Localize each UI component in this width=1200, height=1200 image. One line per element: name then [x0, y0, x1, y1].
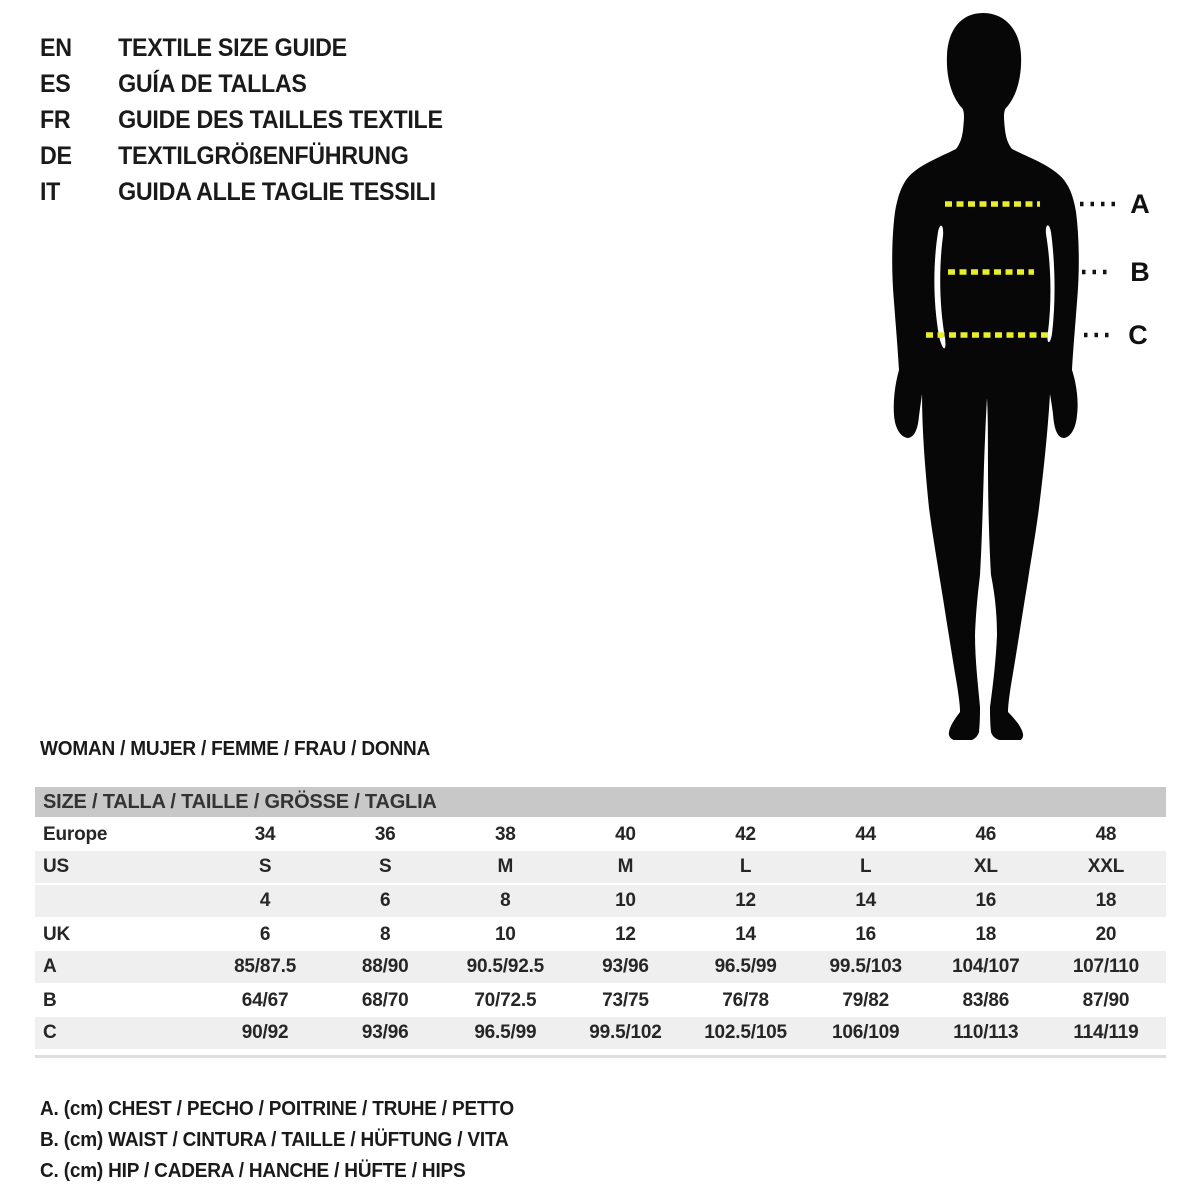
language-row: [40, 138, 443, 174]
table-cell: 106/109: [806, 1017, 926, 1050]
measurement-figure: [870, 10, 1200, 740]
table-cell: 6: [259, 924, 271, 945]
table-row-waist: [35, 984, 1166, 1017]
table-cell: 12: [615, 924, 636, 945]
language-title-block: [40, 30, 443, 210]
table-cell: 96.5/99: [686, 951, 806, 984]
table-cell: 18: [1046, 884, 1166, 918]
language-title: GUIDE DES TAILLES TEXTILE: [118, 106, 443, 134]
table-cell: M: [445, 851, 565, 884]
table-row-us-numbers: [35, 884, 1166, 918]
table-row-uk: [35, 918, 1166, 951]
row-label: [35, 884, 205, 918]
table-cell: 18: [975, 924, 997, 945]
table-cell: XL: [926, 851, 1046, 884]
table-cell: S: [325, 851, 445, 884]
table-cell: M: [565, 851, 685, 884]
language-code: EN: [40, 34, 72, 62]
table-cell: 79/82: [842, 990, 889, 1011]
language-row: [40, 174, 443, 210]
legend-line-chest: A. (cm) CHEST / PECHO / POITRINE / TRUHE / PETTO: [40, 1098, 515, 1120]
table-cell: 10: [494, 924, 516, 945]
table-bottom-divider: [35, 1055, 1166, 1058]
table-cell: 42: [735, 824, 756, 845]
legend-line-waist: B. (cm) WAIST / CINTURA / TAILLE / HÜFTUNG / VITA: [40, 1129, 509, 1151]
table-cell: 12: [686, 884, 806, 918]
row-label: US: [35, 851, 205, 884]
table-cell: 34: [254, 824, 276, 845]
size-table: [35, 787, 1166, 1058]
table-cell: 104/107: [926, 951, 1046, 984]
table-cell: 36: [374, 824, 396, 845]
table-cell: 93/96: [565, 951, 685, 984]
table-cell: 90/92: [205, 1017, 325, 1050]
table-cell: 20: [1095, 924, 1117, 945]
table-cell: 88/90: [325, 951, 445, 984]
table-cell: S: [205, 851, 325, 884]
table-cell: 46: [975, 824, 997, 845]
row-label: UK: [43, 924, 71, 945]
table-cell: 68/70: [361, 990, 409, 1011]
table-cell: 64/67: [241, 990, 289, 1011]
table-cell: 16: [855, 924, 877, 945]
table-cell: L: [806, 851, 926, 884]
measure-label-c: C: [1128, 320, 1148, 350]
table-cell: 83/86: [962, 990, 1010, 1011]
table-cell: 4: [205, 884, 325, 918]
table-cell: XXL: [1046, 851, 1166, 884]
section-title: WOMAN / MUJER / FEMME / FRAU / DONNA: [40, 738, 431, 760]
table-row-chest: [35, 951, 1166, 984]
table-cell: 87/90: [1082, 990, 1130, 1011]
language-row: [40, 102, 443, 138]
table-cell: 44: [855, 824, 877, 845]
table-cell: 114/119: [1046, 1017, 1166, 1050]
language-code: DE: [40, 142, 72, 170]
table-cell: 96.5/99: [445, 1017, 565, 1050]
language-title: GUÍA DE TALLAS: [118, 70, 307, 98]
table-cell: 90.5/92.5: [445, 951, 565, 984]
table-cell: 14: [735, 924, 756, 945]
row-label: C: [35, 1017, 205, 1050]
language-code: FR: [40, 106, 71, 134]
table-row-hip: [35, 1017, 1166, 1050]
language-title: TEXTILGRÖßENFÜHRUNG: [118, 142, 409, 170]
table-cell: 70/72.5: [474, 990, 537, 1011]
language-row: [40, 66, 443, 102]
table-cell: 40: [615, 824, 636, 845]
measure-label-b: B: [1130, 257, 1150, 287]
size-table-header-bar: [35, 787, 1166, 817]
table-cell: 38: [494, 824, 516, 845]
table-cell: 16: [926, 884, 1046, 918]
table-cell: 76/78: [722, 990, 769, 1011]
table-cell: 48: [1095, 824, 1117, 845]
woman-figure-svg: [870, 10, 1200, 740]
table-cell: 99.5/103: [806, 951, 926, 984]
measurement-legend: [40, 1094, 514, 1187]
table-cell: 8: [380, 924, 391, 945]
table-cell: 102.5/105: [686, 1017, 806, 1050]
table-cell: 14: [806, 884, 926, 918]
measure-label-a: A: [1130, 189, 1150, 219]
table-cell: 6: [325, 884, 445, 918]
legend-line-hip: C. (cm) HIP / CADERA / HANCHE / HÜFTE / HIPS: [40, 1160, 466, 1182]
size-table-header-label: SIZE / TALLA / TAILLE / GRÖSSE / TAGLIA: [43, 791, 437, 813]
language-title: GUIDA ALLE TAGLIE TESSILI: [118, 178, 436, 206]
language-title: TEXTILE SIZE GUIDE: [118, 34, 347, 62]
row-label: A: [35, 951, 205, 984]
table-cell: L: [686, 851, 806, 884]
table-cell: 73/75: [602, 990, 649, 1011]
table-cell: 93/96: [325, 1017, 445, 1050]
table-cell: 99.5/102: [565, 1017, 685, 1050]
language-code: ES: [40, 70, 71, 98]
language-row: [40, 30, 443, 66]
row-label: B: [43, 990, 57, 1011]
table-cell: 110/113: [926, 1017, 1046, 1050]
table-cell: 107/110: [1046, 951, 1166, 984]
size-table-grid: [35, 819, 1166, 1051]
woman-silhouette-icon: [892, 13, 1079, 740]
table-row-europe: [35, 819, 1166, 851]
table-cell: 10: [565, 884, 685, 918]
table-row-us-letters: [35, 851, 1166, 884]
table-cell: 8: [445, 884, 565, 918]
language-code: IT: [40, 178, 61, 206]
table-cell: 85/87.5: [205, 951, 325, 984]
row-label: Europe: [43, 824, 108, 845]
